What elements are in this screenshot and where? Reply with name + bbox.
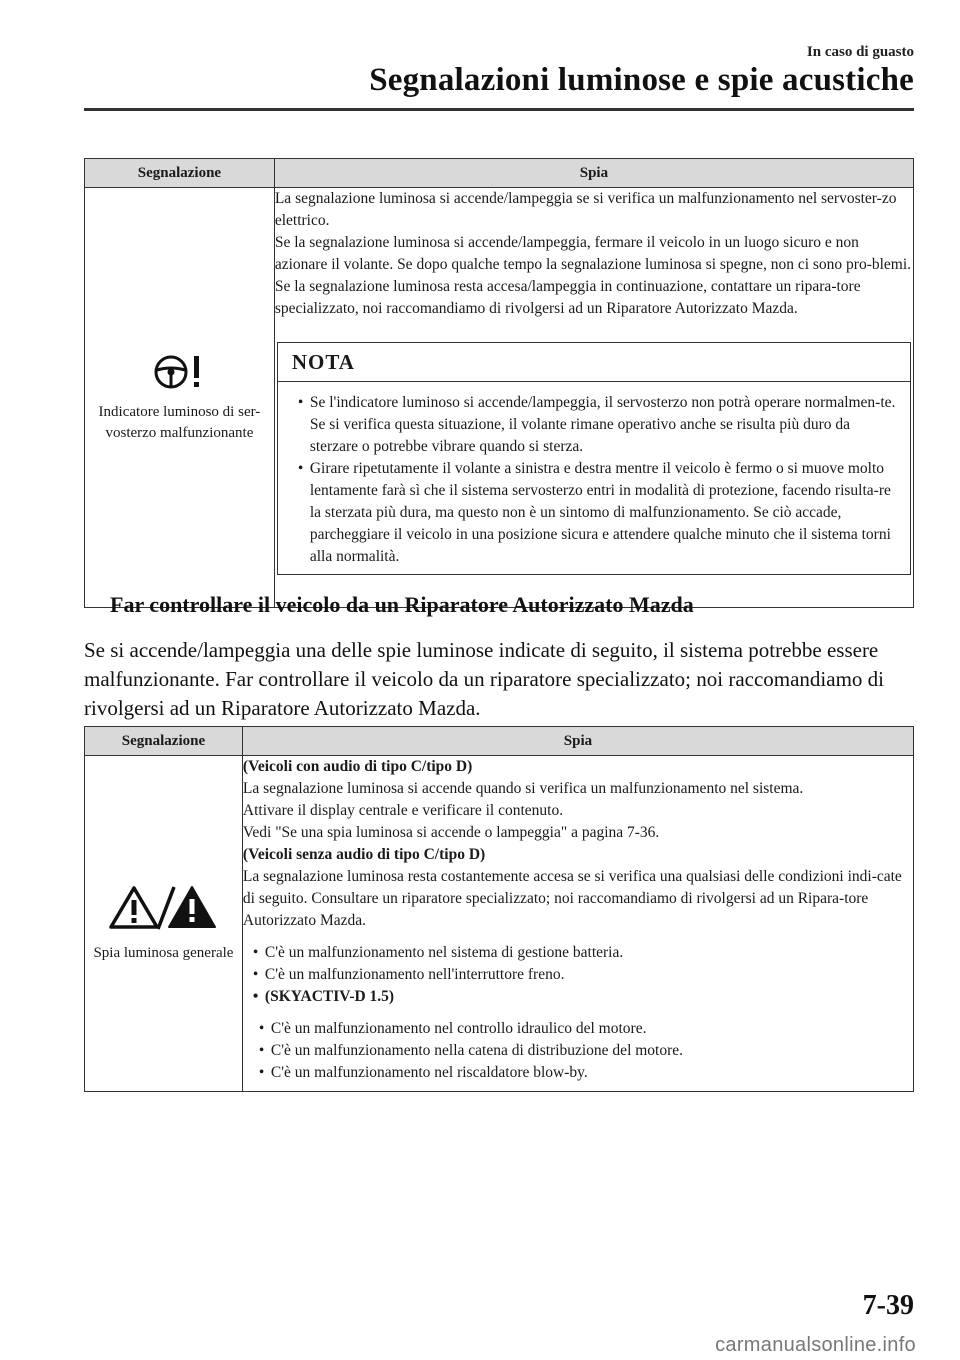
lamp-label: Spia luminosa generale (93, 945, 234, 961)
lamp-label: Indicatore luminoso di ser-vosterzo malfunzionante (98, 403, 261, 441)
description-paragraph: La segnalazione luminosa si accende/lampeggia se si verifica un malfunzionamento nel servoster-zo elettrico. (274, 190, 897, 229)
warning-table-1 (84, 158, 914, 608)
vehicle-condition-heading: (Veicoli senza audio di tipo C/tipo D) (242, 846, 486, 863)
power-steering-warning-icon (153, 352, 205, 392)
sub-condition-list (243, 1018, 913, 1084)
note-item: • Se l'indicatore luminoso si accende/lampeggia, il servosterzo non potrà operare normalmen-te. Se si verifica questa situazione, il volante rimane operativo anche se risulta più duro da sterzare o potrebbe vibrare quando si sterza. (298, 392, 900, 458)
table-header-row (85, 727, 914, 756)
description-line: Attivare il display centrale e verificare il contenuto. (242, 802, 564, 819)
lamp-cell (85, 756, 243, 1092)
page-number: 7-39 (862, 1290, 914, 1321)
description-paragraph: Se la segnalazione luminosa si accende/lampeggia, fermare il veicolo in un luogo sicuro e non azionare il volante. Se dopo qualche tempo la segnalazione luminosa si spegne, non ci sono pro-blemi. Se la segnalazione luminosa resta accesa/lampeggia in continuazione, contattare un ripara-tore specializzato, noi raccomandiamo di rivolgersi ad un Riparatore Autorizzato Mazda. (274, 234, 912, 317)
list-item: • C'è un malfunzionamento nell'interruttore freno. (253, 964, 913, 986)
column-header-spia: Spia (242, 727, 913, 756)
description-line: La segnalazione luminosa si accende quando si verifica un malfunzionamento nel sistema. (242, 780, 804, 797)
watermark: carmanualsonline.info (715, 1334, 916, 1356)
list-item: • C'è un malfunzionamento nel sistema di gestione batteria. (253, 942, 913, 964)
page-title: Segnalazioni luminose e spie acustiche (369, 62, 914, 98)
note-box (277, 342, 911, 575)
description-cell (274, 188, 913, 608)
condition-list (243, 942, 913, 1008)
vehicle-condition-heading: (Veicoli con audio di tipo C/tipo D) (242, 758, 473, 775)
note-body (278, 382, 910, 574)
column-header-segnalazione: Segnalazione (85, 727, 243, 756)
description-line: Vedi "Se una spia luminosa si accende o lampeggia" a pagina 7-36. (242, 824, 660, 841)
list-item: • (SKYACTIV-D 1.5) (253, 986, 913, 1008)
note-item: • Girare ripetutamente il volante a sinistra e destra mentre il veicolo è fermo o si muove molto lentamente farà sì che il sistema servosterzo entri in modalità di protezione, facendo risulta-re la sterzata più dura, ma questo non è un sintomo di malfunzionamento. Se ciò accade, parcheggiare il veicolo in una posizione sicura e attendere qualche minuto che il sistema torni alla normalità. (298, 458, 900, 568)
table-row (85, 188, 914, 608)
table-row (85, 756, 914, 1092)
table-header-row (85, 159, 914, 188)
list-item: • C'è un malfunzionamento nel controllo idraulico del motore. (259, 1018, 913, 1040)
section-heading: Far controllare il veicolo da un Riparatore Autorizzato Mazda (110, 592, 694, 617)
list-item: • C'è un malfunzionamento nel riscaldatore blow-by. (259, 1062, 913, 1084)
list-item: • C'è un malfunzionamento nella catena di distribuzione del motore. (259, 1040, 913, 1062)
note-title: NOTA (278, 343, 910, 382)
description-paragraph: La segnalazione luminosa resta costantemente accesa se si verifica una qualsiasi delle condizioni indi-cate di seguito. Consultare un riparatore specializzato; noi raccomandiamo di rivolgersi ad un Ripara-tore Autorizzato Mazda. (242, 868, 902, 929)
header-rule (84, 108, 914, 111)
warning-table-2 (84, 726, 914, 1092)
lamp-cell (85, 188, 275, 608)
column-header-spia: Spia (274, 159, 913, 188)
section-paragraph: Se si accende/lampeggia una delle spie luminose indicate di seguito, il sistema potrebbe essere malfunzionante. Far controllare il veicolo da un riparatore specializzato; noi raccomandiamo di rivolgersi ad un Riparatore Autorizzato Mazda. (84, 638, 885, 720)
description-cell (242, 756, 913, 1092)
master-warning-icon (108, 883, 218, 931)
column-header-segnalazione: Segnalazione (85, 159, 275, 188)
section-label: In caso di guasto (806, 44, 914, 60)
